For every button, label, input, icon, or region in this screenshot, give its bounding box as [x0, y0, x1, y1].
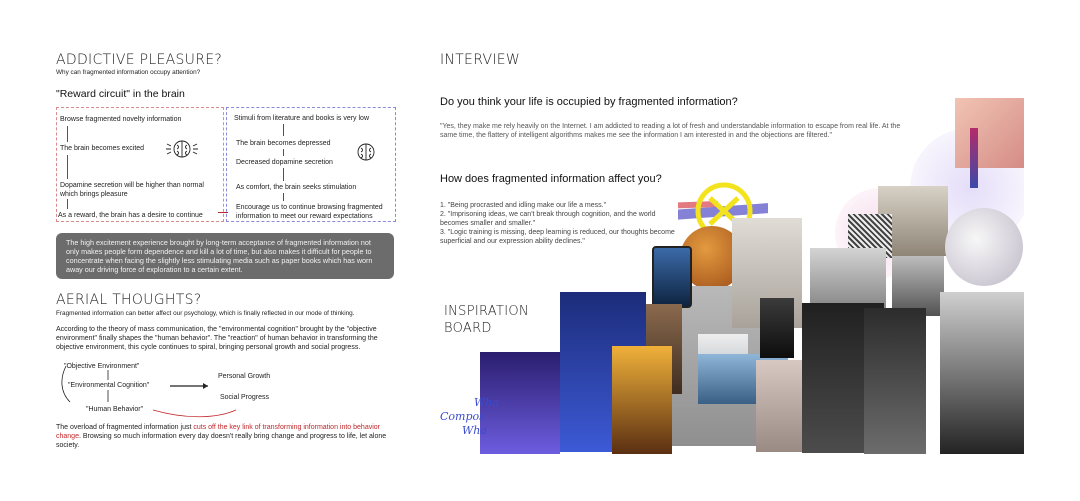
page-title-aerial: AERIAL THOUGHTS? [56, 292, 202, 308]
aerial-body: According to the theory of mass communication, the "environmental cognition" brought by the "objective environment" finally shapes the "human behavior". The "reaction" of human behavior in transforming the objective environment, this cycle continues to spiral, bringing personal growth and social progress. [56, 326, 378, 351]
script-line-1: Wha [474, 396, 499, 409]
blue-arrow-3 [283, 168, 284, 181]
answer-2-item-2: 2. "Imprisoning ideas, we can't break through cognition, and the world becomes smaller and smaller." [440, 211, 656, 227]
red-step-1: Browse fragmented novelty information [60, 116, 182, 123]
page-title-interview: INTERVIEW [440, 52, 521, 68]
reward-box-red [56, 107, 224, 222]
blue-step-4: As comfort, the brain seeks stimulation [236, 184, 357, 191]
blue-step-2: The brain becomes depressed [236, 140, 331, 147]
inspiration-collage [440, 98, 1024, 454]
blue-arrow-4 [283, 193, 284, 201]
red-step-4: As a reward, the brain has a desire to continue [58, 212, 203, 219]
node-environmental-cognition: "Environmental Cognition" [68, 382, 150, 389]
out-social-progress: Social Progress [220, 394, 270, 401]
gray-note: The high excitement experience brought by long-term acceptance of fragmented information not only makes people form dependence and kill a lot of time, but also makes it difficult for people to concentrate when facing the slightly less stimulating media such as paper books which has worn away our driving force of exploration to a certain extent. [56, 233, 394, 279]
conclusion-highlight: cuts off the key link of transforming information into behavior change [56, 424, 380, 440]
cable-strand [970, 128, 978, 188]
blue-step-1: Stimuli from literature and books is very low [234, 115, 369, 122]
red-arrow-1 [67, 126, 68, 142]
conclusion-paragraph [56, 423, 401, 450]
red-arrow-3 [67, 199, 68, 209]
conclusion-text-2: . Browsing so much information every day doesn't really bring change and progress to life, let alone society. [56, 433, 387, 449]
photo-faces [892, 256, 944, 316]
blue-step-3: Decreased dopamine secretion [236, 159, 333, 166]
question-1: Do you think your life is occupied by fragmented information? [440, 96, 738, 108]
page-title-addictive: ADDICTIVE PLEASURE? [56, 52, 223, 68]
answer-2-item-1: 1. "Being procrasted and idling make our life a mess." [440, 202, 607, 209]
candle-face-image [612, 346, 672, 454]
bulb-image [945, 208, 1023, 286]
blue-arrow-1 [283, 124, 284, 136]
cage-image [864, 308, 926, 454]
question-2: How does fragmented information affect you? [440, 173, 662, 185]
blue-arrow-2 [283, 149, 284, 156]
red-step-3: Dopamine secretion will be higher than normal which brings pleasure [60, 182, 204, 198]
node-objective-environment: "Objective Environment" [64, 363, 140, 370]
blue-step-5: Encourage us to continue browsing fragmented information to meet our reward expectations [236, 204, 383, 220]
mouth-image [955, 98, 1024, 168]
tv-woman-image [940, 292, 1024, 454]
script-line-2: Compos [440, 410, 485, 423]
connector-arrow [218, 212, 228, 213]
aerial-subtitle: Fragmented information can better affect our psychology, which is finally reflected in our mode of thinking. [56, 310, 355, 317]
answer-2-item-3: 3. "Logic training is missing, deep learning is reduced, our thoughts become superficial and our expression ability declines." [440, 229, 675, 245]
script-text [440, 396, 499, 438]
phone-dark-image [760, 298, 794, 358]
out-personal-growth: Personal Growth [218, 373, 271, 380]
red-arrow-2 [67, 155, 68, 179]
node-human-behavior: "Human Behavior" [86, 406, 144, 413]
brain-icon [164, 136, 200, 162]
phone-image [652, 246, 692, 308]
reward-circuit-heading: "Reward circuit" in the brain [56, 88, 185, 100]
board-title-line-1: INSPIRATION [444, 304, 529, 319]
red-step-2: The brain becomes excited [60, 145, 145, 152]
conclusion-text-1: The overload of fragmented information just [56, 424, 194, 431]
addictive-subtitle: Why can fragmented information occupy attention? [56, 69, 201, 76]
answer-1: "Yes, they make me rely heavily on the Internet. I am addicted to reading a lot of fresh and understandable information to escape from real life. At the same time, the flattery of intelligent algorithms makes me see the information I am interested in and the objections are filtered." [440, 123, 901, 139]
script-line-3: Wha [462, 424, 487, 437]
depressed-brain-icon [352, 140, 380, 164]
board-title-line-2: BOARD [444, 321, 492, 336]
